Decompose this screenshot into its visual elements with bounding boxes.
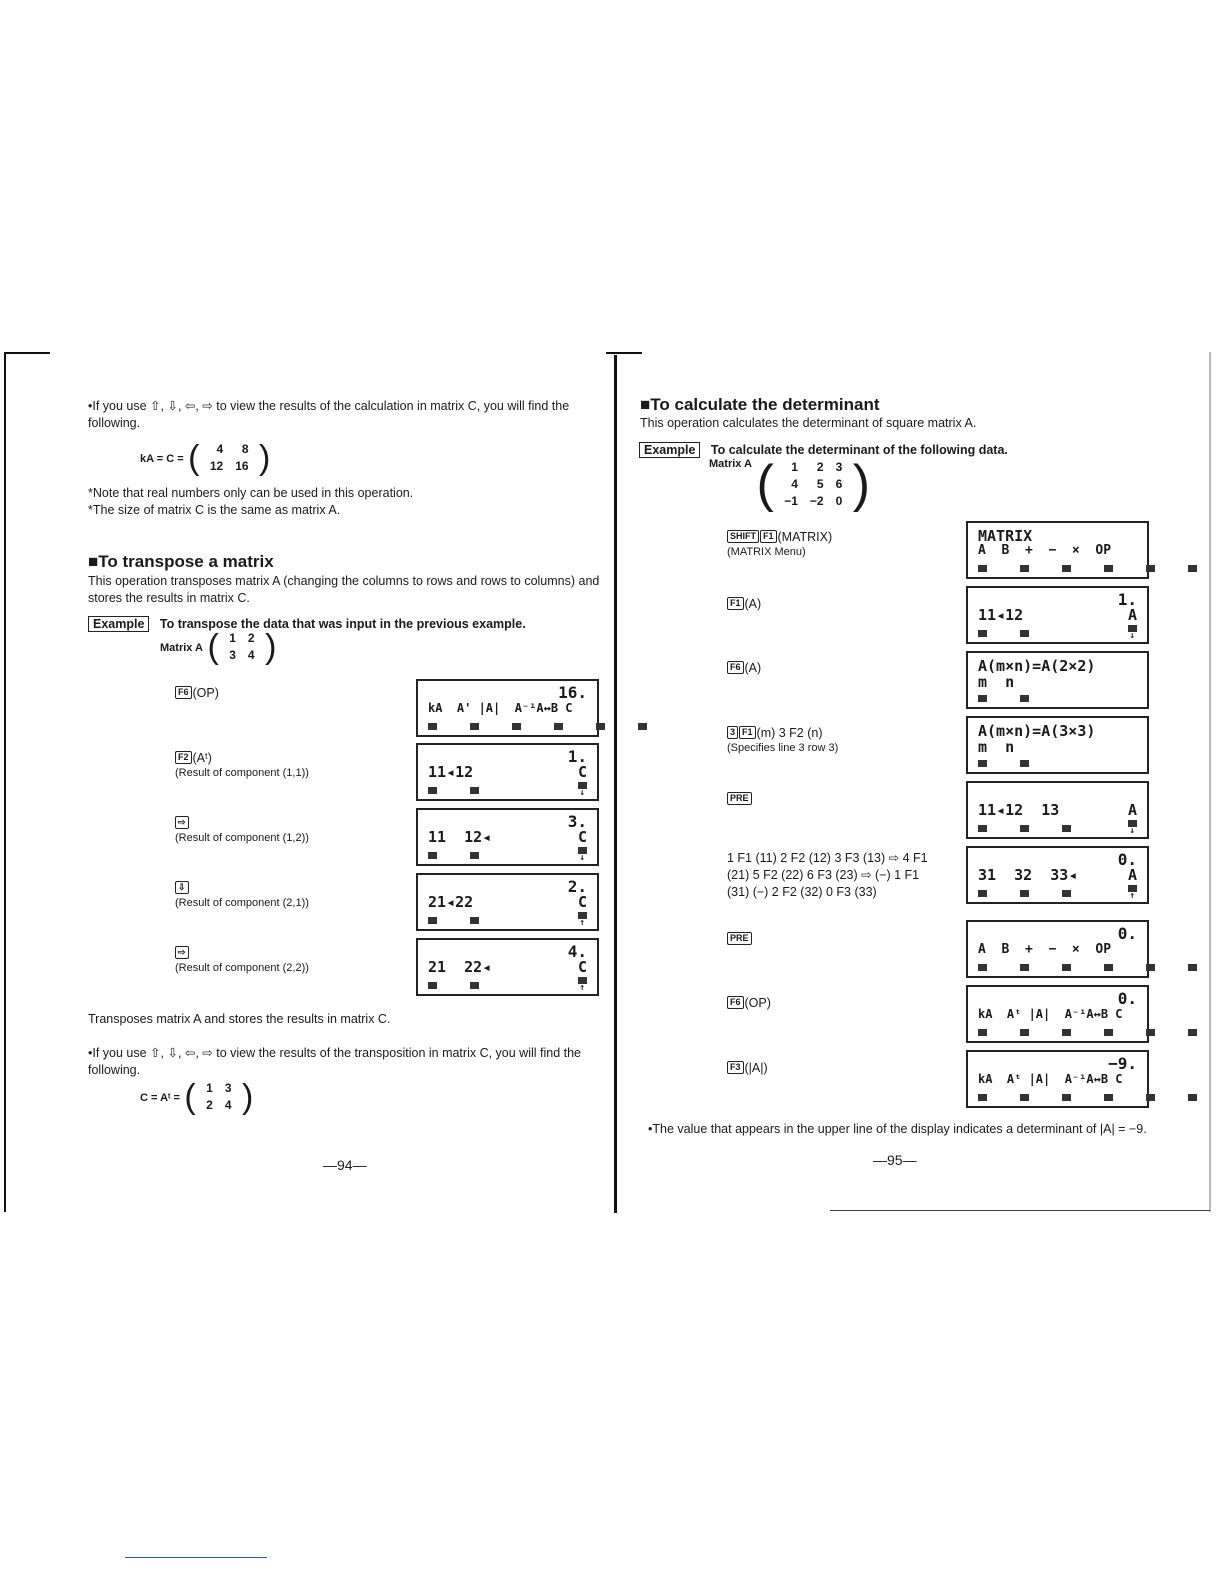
lcd-matrix-name: A [1127, 801, 1137, 819]
f1-key-icon: F1 [727, 597, 744, 610]
lcd-display [966, 651, 1149, 709]
lcd-top-value: 3. [567, 812, 587, 831]
lcd-display [416, 873, 599, 931]
lcd-top-value: 4. [567, 942, 587, 961]
lcd-value: 11◂12 [428, 763, 474, 781]
matrix-a-label: Matrix A [160, 642, 203, 655]
example-row [639, 441, 1008, 459]
lcd-value: 31 32 33◂ [978, 866, 1078, 884]
down-arrow-icon: ↓ [1129, 826, 1135, 836]
down-arrow-icon: ↓ [1129, 631, 1135, 641]
left-step-4 [175, 879, 309, 909]
lcd-menu: A B + − × OP [978, 942, 1112, 957]
note-size: *The size of matrix C is the same as matrix A. [88, 503, 341, 517]
lcd-menu: kA A' |A| A⁻¹A↔B C [428, 701, 573, 715]
left-page-topline [4, 352, 50, 354]
matrix-cell: 12 [209, 459, 224, 473]
bottom-line [830, 1210, 1210, 1211]
right-step-6-keys: 1 F1 (11) 2 F2 (12) 3 F3 (13) ⇨ 4 F1 (21) 5 F2 (22) 6 F3 (23) ⇨ (−) 1 F1 (31) (−) 2 F2 (32) 0 F3 (33) [727, 851, 928, 899]
function-key-indicators [428, 917, 512, 926]
lcd-display [416, 808, 599, 866]
lcd-display [966, 920, 1149, 978]
right-step-2 [727, 595, 761, 613]
up-arrow-icon: ↑ [579, 983, 585, 993]
matrix-a-label: Matrix A [709, 458, 752, 470]
left-page-border [4, 352, 6, 1212]
c-matrix [200, 1080, 237, 1114]
lcd-top-value: 0. [1117, 850, 1137, 869]
lcd-matrix-name: C [577, 958, 587, 976]
pre-key-icon: PRE [727, 932, 752, 945]
up-arrow-icon: ↑ [579, 918, 585, 928]
ka-equation: kA = C = ( 4 8 12 16 ) [140, 439, 271, 477]
section-title-determinant: ■To calculate the determinant [640, 395, 880, 414]
lcd-display [966, 1050, 1149, 1108]
lcd-display [966, 586, 1149, 644]
c-label: C = Aᵗ = [140, 1092, 180, 1105]
lcd-display [966, 985, 1149, 1043]
f6-key-icon: F6 [727, 996, 744, 1009]
right-page-border [1209, 352, 1211, 1212]
lcd-value: 11 12◂ [428, 828, 492, 846]
example-badge: Example [639, 442, 700, 458]
lcd-matrix-name: A [1127, 606, 1137, 624]
bullet-view-results: •If you use ⇧, ⇩, ⇦, ⇨ to view the results of the calculation in matrix C, you will find the following. [88, 399, 570, 430]
function-key-indicators [978, 695, 1062, 704]
function-key-indicators [428, 852, 512, 861]
right-arrow-key-icon: ⇨ [175, 816, 189, 829]
lcd-menu: A B + − × OP [978, 543, 1112, 558]
f6-key-icon: F6 [175, 686, 192, 699]
lcd-display [416, 679, 599, 737]
lcd-display [966, 521, 1149, 579]
lcd-dimension: A(m×n)=A(3×3) [978, 722, 1096, 740]
lcd-menu: kA Aᵗ |A| A⁻¹A↔B C [978, 1072, 1123, 1086]
function-key-indicators [428, 723, 593, 732]
lcd-top-value: 0. [1117, 989, 1137, 1008]
left-step-1 [175, 684, 219, 702]
f3-key-icon: F3 [727, 1061, 744, 1074]
matrix-cell: 6 [835, 476, 843, 491]
lcd-display [966, 781, 1149, 839]
function-key-indicators [978, 1094, 1143, 1103]
matrix-a [223, 630, 260, 664]
function-key-indicators [978, 964, 1143, 973]
matrix-cell: 5 [816, 476, 824, 491]
matrix-cell: 2 [247, 631, 255, 645]
lcd-matrix-name: A [1127, 866, 1137, 884]
matrix-cell: 2 [816, 459, 824, 474]
up-arrow-icon: ↑ [1129, 891, 1135, 901]
step-label: (A) [744, 597, 762, 611]
matrix-cell: 1 [791, 459, 798, 474]
example-text: To calculate the determinant of the following data. [710, 443, 1008, 457]
right-step-5 [727, 790, 753, 808]
lcd-menu: m n [978, 738, 1015, 756]
step-desc: (MATRIX Menu) [727, 546, 806, 558]
matrix-cell: 3 [224, 1081, 232, 1095]
left-step-3 [175, 814, 309, 844]
lcd-top-value: 1. [567, 747, 587, 766]
lcd-top-value: 1. [1117, 590, 1137, 609]
lcd-menu: m n [978, 673, 1015, 691]
left-step-5 [175, 944, 309, 974]
down-arrow-icon: ↓ [579, 788, 585, 798]
bottom-note: •The value that appears in the upper line of the display indicates a determinant of |A| = −9. [648, 1122, 1147, 1136]
matrix-cell: −1 [784, 493, 798, 508]
step-desc: (Result of component (2,1)) [175, 897, 309, 909]
right-step-8 [727, 994, 771, 1012]
lcd-value: 21◂22 [428, 893, 474, 911]
section-desc-determinant: This operation calculates the determinant of square matrix A. [640, 416, 977, 430]
matrix-cell: 3 [835, 459, 843, 474]
example-badge: Example [88, 616, 149, 632]
lcd-title: MATRIX [978, 527, 1033, 545]
bullet-view-transpose: •If you use ⇧, ⇩, ⇦, ⇨ to view the results of the transposition in matrix C, you will find the following. [88, 1046, 581, 1077]
matrix-cell: 16 [235, 459, 249, 473]
page-number-right: —95— [873, 1152, 917, 1168]
matrix-cell: 4 [224, 1098, 232, 1112]
lcd-top-value: 16. [558, 683, 587, 702]
matrix-cell: 1 [206, 1081, 213, 1095]
function-key-indicators [428, 787, 512, 796]
lcd-value: 11◂12 13 [978, 801, 1060, 819]
lcd-top-value: 2. [567, 877, 587, 896]
down-arrow-icon: ↓ [579, 853, 585, 863]
matrix-a-display: Matrix A ( 1 2 3 4 ) [160, 628, 277, 666]
section-title-transpose: ■To transpose a matrix [88, 552, 274, 571]
center-topline [606, 352, 642, 354]
matrix-cell: 8 [241, 442, 249, 456]
function-key-indicators [978, 760, 1062, 769]
3-key-icon: 3 [727, 726, 738, 739]
shift-key-icon: SHIFT [727, 530, 759, 543]
matrix-cell: 4 [216, 442, 224, 456]
function-key-indicators [978, 565, 1143, 574]
function-key-indicators [978, 825, 1104, 834]
step-label: (OP) [744, 996, 771, 1010]
left-step-2 [175, 749, 309, 779]
ka-label: kA = C = [140, 453, 184, 466]
right-arrow-key-icon: ⇨ [175, 946, 189, 959]
function-key-indicators [978, 890, 1104, 899]
matrix-cell: 1 [229, 631, 236, 645]
lcd-top-value: 0. [1117, 924, 1137, 943]
lcd-display [416, 938, 599, 996]
matrix-cell: 0 [835, 493, 843, 508]
page-number-left: —94— [323, 1157, 367, 1173]
lcd-matrix-name: C [577, 828, 587, 846]
blue-underline [125, 1557, 267, 1558]
step-label: (Aᵗ) [192, 751, 212, 765]
f6-key-icon: F6 [727, 661, 744, 674]
step-desc: (Result of component (2,2)) [175, 962, 309, 974]
f2-key-icon: F2 [175, 751, 192, 764]
right-step-9 [727, 1059, 768, 1077]
step-label: (MATRIX) [777, 530, 833, 544]
matrix-cell: 4 [791, 476, 798, 491]
lcd-menu: kA Aᵗ |A| A⁻¹A↔B C [978, 1007, 1123, 1021]
down-arrow-key-icon: ⇩ [175, 881, 189, 894]
lcd-display [966, 846, 1149, 904]
matrix-cell: −2 [809, 493, 824, 508]
lcd-matrix-name: C [577, 763, 587, 781]
lcd-display [966, 716, 1149, 774]
right-step-3 [727, 659, 761, 677]
example-text: To transpose the data that was input in the previous example. [159, 617, 526, 631]
ka-matrix [204, 441, 255, 475]
example-row [88, 615, 526, 633]
function-key-indicators [978, 630, 1062, 639]
section-desc-transpose: This operation transposes matrix A (changing the columns to rows and rows to columns) and stores the results in matrix C. [88, 574, 600, 605]
note-real-numbers: *Note that real numbers only can be used in this operation. [88, 486, 414, 500]
function-key-indicators [428, 982, 512, 991]
right-step-7 [727, 930, 753, 948]
step-label: (OP) [192, 686, 219, 700]
matrix-cell: 4 [247, 648, 255, 662]
c-equation: C = Aᵗ = ( 1 3 2 4 ) [140, 1078, 254, 1116]
lcd-top-value: −9. [1108, 1054, 1137, 1073]
lcd-display [416, 743, 599, 801]
right-step-1 [727, 528, 832, 558]
lcd-matrix-name: C [577, 893, 587, 911]
lcd-value: 11◂12 [978, 606, 1024, 624]
matrix-a-display: $^{Matrix A}$ ( 1 2 3 4 5 6 −1 −2 0 ) [709, 455, 871, 513]
right-step-4 [727, 724, 838, 754]
function-key-indicators [978, 1029, 1143, 1038]
lcd-value: 21 22◂ [428, 958, 492, 976]
transposes-text: Transposes matrix A and stores the results in matrix C. [88, 1012, 391, 1026]
pre-key-icon: PRE [727, 792, 752, 805]
matrix-a-3x3 [778, 459, 848, 510]
step-label: (|A|) [744, 1061, 768, 1075]
step-label: (A) [744, 661, 762, 675]
step-desc: (Result of component (1,1)) [175, 767, 309, 779]
f1-key-icon: F1 [760, 530, 777, 543]
step-desc: (Specifies line 3 row 3) [727, 742, 839, 754]
step-desc: (Result of component (1,2)) [175, 832, 309, 844]
f1-key-icon: F1 [739, 726, 756, 739]
step-label: (m) 3 F2 (n) [756, 726, 823, 740]
center-binding [614, 355, 617, 1213]
matrix-cell: 2 [206, 1098, 213, 1112]
matrix-cell: 3 [229, 648, 236, 662]
lcd-dimension: A(m×n)=A(2×2) [978, 657, 1096, 675]
